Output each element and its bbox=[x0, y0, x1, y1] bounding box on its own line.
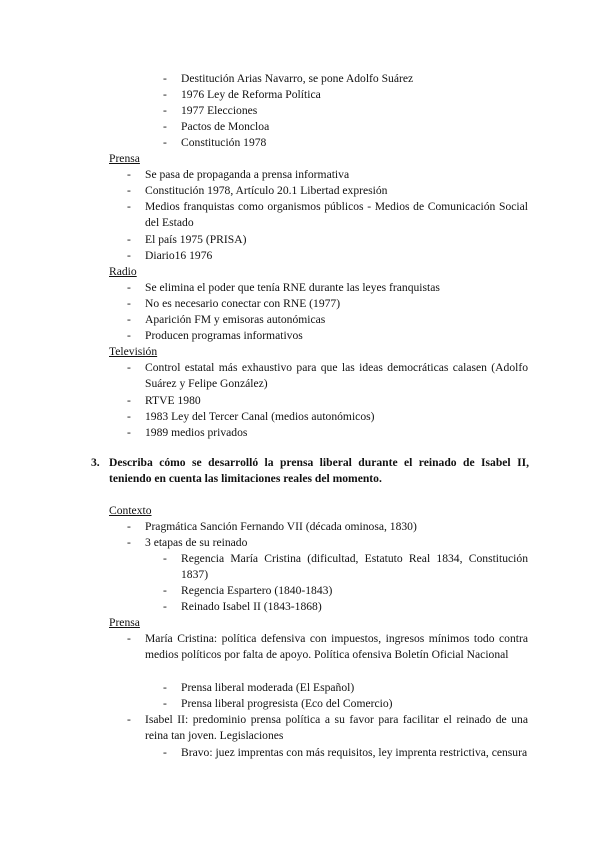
dash: - bbox=[127, 297, 131, 310]
list-item: Constitución 1978 bbox=[181, 136, 267, 149]
list-item: 1977 Elecciones bbox=[181, 104, 258, 117]
dash: - bbox=[127, 410, 131, 423]
list-subitem: Bravo: juez imprentas con más requisitos, ley imprenta restrictiva, censura bbox=[181, 746, 528, 759]
dash: - bbox=[163, 584, 167, 597]
dash: - bbox=[163, 88, 167, 101]
dash: - bbox=[127, 281, 131, 294]
dash: - bbox=[163, 552, 167, 565]
dash: - bbox=[163, 104, 167, 117]
list-item: 1989 medios privados bbox=[145, 426, 248, 439]
dash: - bbox=[127, 200, 131, 213]
dash: - bbox=[163, 681, 167, 694]
list-subitem: Reinado Isabel II (1843-1868) bbox=[181, 600, 322, 613]
dash: - bbox=[127, 394, 131, 407]
list-subitem: Regencia María Cristina (dificultad, Estatuto Real 1834, Constitución 1837) bbox=[181, 552, 528, 581]
question-text: Describa cómo se desarrolló la prensa liberal durante el reinado de Isabel II, teniendo en cuenta las limitaciones reales del momento. bbox=[109, 456, 529, 485]
section-heading-radio: Radio bbox=[109, 265, 137, 278]
dash: - bbox=[163, 746, 167, 759]
dash: - bbox=[127, 168, 131, 181]
dash: - bbox=[127, 329, 131, 342]
dash: - bbox=[127, 233, 131, 246]
list-item: Pactos de Moncloa bbox=[181, 120, 270, 133]
list-item: Destitución Arias Navarro, se pone Adolfo Suárez bbox=[181, 72, 414, 85]
list-subitem: Prensa liberal moderada (El Español) bbox=[181, 681, 355, 694]
list-item: Isabel II: predominio prensa política a su favor para facilitar el reinado de una reina tan joven. Legislaciones bbox=[145, 713, 528, 742]
dash: - bbox=[163, 72, 167, 85]
list-item: Constitución 1978, Artículo 20.1 Libertad expresión bbox=[145, 184, 388, 197]
list-subitem: Regencia Espartero (1840-1843) bbox=[181, 584, 333, 597]
list-item: Control estatal más exhaustivo para que las ideas democráticas calasen (Adolfo Suárez y Felipe González) bbox=[145, 361, 528, 390]
list-item: Se pasa de propaganda a prensa informativa bbox=[145, 168, 350, 181]
list-item: 1976 Ley de Reforma Política bbox=[181, 88, 321, 101]
dash: - bbox=[163, 120, 167, 133]
list-item: Se elimina el poder que tenía RNE durante las leyes franquistas bbox=[145, 281, 440, 294]
section-heading-prensa: Prensa bbox=[109, 152, 140, 165]
dash: - bbox=[127, 361, 131, 374]
dash: - bbox=[127, 249, 131, 262]
list-item: Producen programas informativos bbox=[145, 329, 303, 342]
list-subitem: Prensa liberal progresista (Eco del Comercio) bbox=[181, 697, 393, 710]
list-item: María Cristina: política defensiva con impuestos, ingresos mínimos todo contra medios políticos por falta de apoyo. Política ofensiva Boletín Oficial Nacional bbox=[145, 632, 528, 661]
dash: - bbox=[127, 520, 131, 533]
list-item: No es necesario conectar con RNE (1977) bbox=[145, 297, 341, 310]
dash: - bbox=[163, 600, 167, 613]
dash: - bbox=[127, 426, 131, 439]
dash: - bbox=[127, 313, 131, 326]
dash: - bbox=[163, 136, 167, 149]
list-item: 1983 Ley del Tercer Canal (medios autonómicos) bbox=[145, 410, 375, 423]
dash: - bbox=[127, 184, 131, 197]
dash: - bbox=[127, 632, 131, 645]
list-item: RTVE 1980 bbox=[145, 394, 201, 407]
list-item: Pragmática Sanción Fernando VII (década ominosa, 1830) bbox=[145, 520, 417, 533]
section-heading-television: Televisión bbox=[109, 345, 158, 358]
list-item: Medios franquistas como organismos públicos - Medios de Comunicación Social del Estado bbox=[145, 200, 528, 229]
list-item: 3 etapas de su reinado bbox=[145, 536, 248, 549]
list-item: Diario16 1976 bbox=[145, 249, 213, 262]
dash: - bbox=[127, 713, 131, 726]
list-item: El país 1975 (PRISA) bbox=[145, 233, 247, 246]
question-number: 3. bbox=[91, 456, 100, 469]
list-item: Aparición FM y emisoras autonómicas bbox=[145, 313, 326, 326]
section-heading-contexto: Contexto bbox=[109, 504, 152, 517]
dash: - bbox=[163, 697, 167, 710]
section-heading-prensa-2: Prensa bbox=[109, 616, 140, 629]
dash: - bbox=[127, 536, 131, 549]
